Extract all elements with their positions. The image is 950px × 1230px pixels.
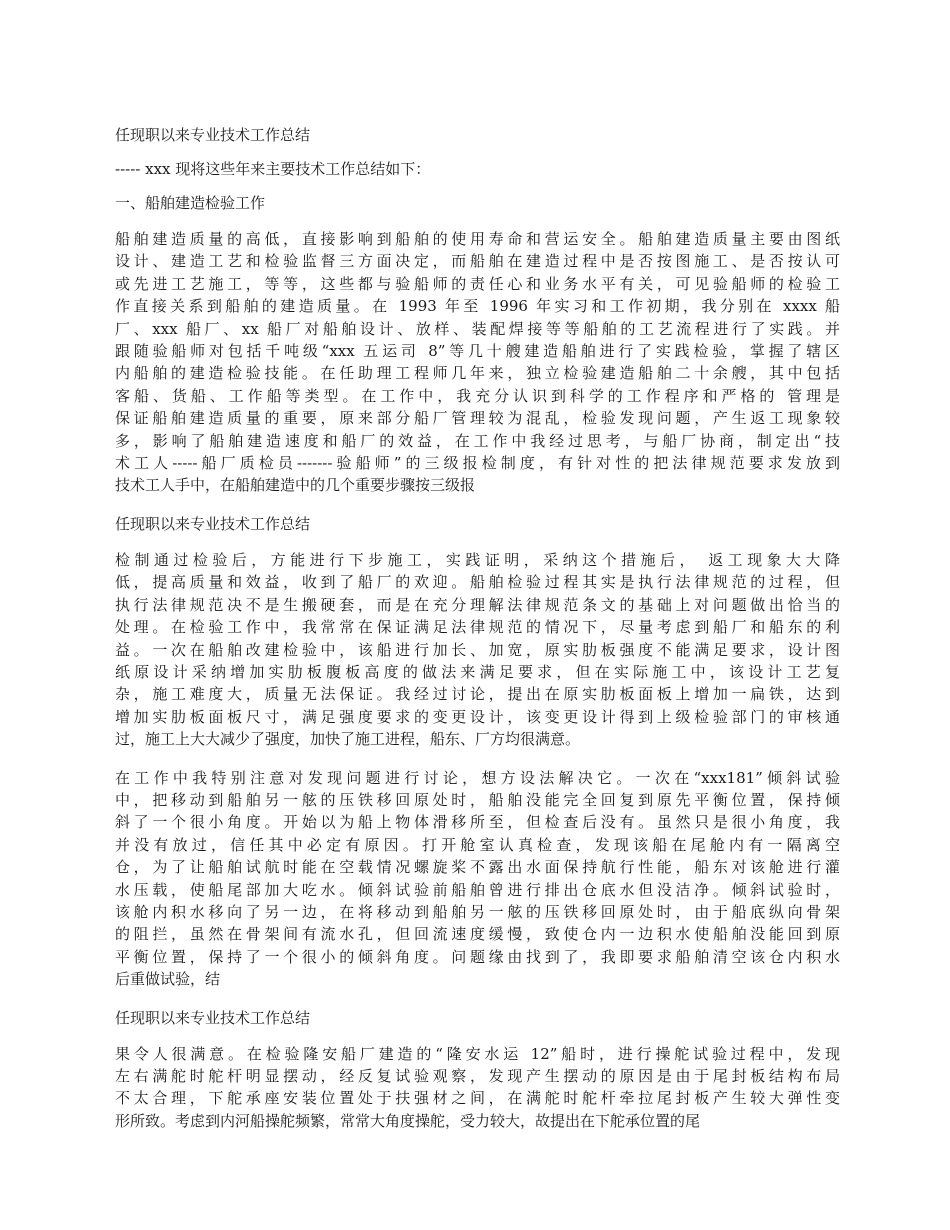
text-line: 内船舶的建造检验技能。在任助理工程师几年来，独立检验建造船舶二十余艘，其中包括 bbox=[115, 364, 840, 383]
text-line: 厂、xxx 船厂、xx 船厂对船舶设计、放样、装配焊接等等船舶的工艺流程进行了实践。并 bbox=[115, 319, 840, 338]
text-line: 水压载，使船尾部加大吃水。倾斜试验前船舶曾进行排出仓底水但没洁净。倾斜试验时， bbox=[115, 880, 840, 899]
paragraph-4 bbox=[115, 1043, 840, 1133]
text-line: 或先进工艺施工，等等，这些都与验船师的责任心和业务水平有关，可见验船师的检验工 bbox=[115, 274, 840, 293]
text-line: 术工人-----船厂质检员-------验船师”的三级报检制度，有针对性的把法律规范要求发放到 bbox=[115, 454, 840, 473]
text-line: 执行法律规范决不是生搬硬套，而是在充分理解法律规范条文的基础上对问题做出恰当的 bbox=[115, 595, 840, 614]
text-line: 不太合理，下舵承座安装位置处于扶强材之间，在满舵时舵杆牵拉尾封板产生较大弹性变 bbox=[115, 1089, 840, 1108]
text-line: 过，施工上大大减少了强度，加快了施工进程，船东、厂方均很满意。 bbox=[115, 730, 581, 749]
text-line: 平衡位置，保持了一个很小的倾斜角度。问题缘由找到了，我即要求船舶清空该仓内积水 bbox=[115, 947, 840, 966]
text-line: 多，影响了船舶建造速度和船厂的效益，在工作中我经过思考，与船厂协商，制定出“技 bbox=[115, 431, 840, 450]
text-line: 益。一次在船舶改建检验中，该船进行加长、加宽，原实肋板强度不能满足要求，设计图 bbox=[115, 640, 840, 659]
text-line: 纸原设计采纳增加实肋板腹板高度的做法来满足要求，但在实际施工中，该设计工艺复 bbox=[115, 662, 840, 681]
paragraph-1 bbox=[115, 228, 840, 497]
intro-line: ----- xxx 现将这些年来主要技术工作总结如下： bbox=[115, 160, 431, 178]
text-line: 作直接关系到船舶的建造质量。在 1993 年至 1996 年实习和工作初期，我分别在 xxxx 船 bbox=[115, 297, 840, 316]
text-line: 杂，施工难度大，质量无法保证。我经过讨论，提出在原实肋板面板上增加一扁铁，达到 bbox=[115, 685, 840, 704]
text-line: 左右满舵时舵杆明显摆动，经反复试验观察，发现产生摆动的原因是由于尾封板结构布局 bbox=[115, 1067, 840, 1085]
text-line: 保证船舶建造质量的重要，原来部分船厂管理较为混乱，检验发现问题，产生返工现象较 bbox=[115, 409, 840, 428]
text-line: 技术工人手中，在船舶建造中的几个重要步骤按三级报 bbox=[115, 476, 476, 495]
paragraph-2 bbox=[115, 549, 840, 751]
text-line: 客船、货船、工作船等类型。在工作中，我充分认识到科学的工作程序和严格的 管理是 bbox=[115, 386, 840, 405]
text-line: 处理。在检验工作中，我常常在保证满足法律规范的情况下，尽量考虑到船厂和船东的利 bbox=[115, 618, 840, 637]
text-line: 船舶建造质量的高低，直接影响到船舶的使用寿命和营运安全。船舶建造质量主要由图纸 bbox=[115, 230, 840, 248]
document-page bbox=[115, 124, 840, 1148]
text-line: 跟随验船师对包括千吨级“xxx 五运司 8”等几十艘建造船舶进行了实践检验，掌握了辖区 bbox=[115, 342, 840, 361]
text-line: 低，提高质量和效益，收到了船厂的欢迎。船舶检验过程其实是执行法律规范的过程，但 bbox=[115, 573, 840, 592]
document-title: 任现职以来专业技术工作总结 bbox=[115, 126, 311, 144]
paragraph-3 bbox=[115, 767, 840, 991]
text-line: 增加实肋板面板尺寸，满足强度要求的变更设计，该变更设计得到上级检验部门的审核通 bbox=[115, 707, 840, 726]
text-line: 设计、建造工艺和检验监督三方面决定，而船舶在建造过程中是否按图施工、是否按认可 bbox=[115, 252, 840, 271]
repeated-title-1: 任现职以来专业技术工作总结 bbox=[115, 514, 311, 533]
text-line: 在工作中我特别注意对发现问题进行讨论，想方设法解决它。一次在“xxx181”倾斜试验 bbox=[115, 768, 840, 787]
text-line: 果令人很满意。在检验隆安船厂建造的“隆安水运 12”船时，进行操舵试验过程中，发现 bbox=[115, 1044, 840, 1063]
text-line: 该舱内积水移向了另一边，在将移动到船舶另一舷的压铁移回原处时，由于船底纵向骨架 bbox=[115, 902, 840, 921]
text-line: 形所致。考虑到内河船操舵频繁，常常大角度操舵，受力较大，故提出在下舵承位置的尾 bbox=[115, 1111, 701, 1130]
text-line: 仓，为了让船舶试航时能在空载情况螺旋桨不露出水面保持航行性能，船东对该舱进行灌 bbox=[115, 858, 840, 877]
repeated-title-2: 任现职以来专业技术工作总结 bbox=[115, 1008, 311, 1027]
text-line: 后重做试验，结 bbox=[115, 970, 221, 989]
text-line: 检制通过检验后，方能进行下步施工，实践证明，采纳这个措施后， 返工现象大大降 bbox=[115, 550, 840, 569]
text-line: 斜了一个很小角度。开始以为船上物体滑移所至，但检查后没有。虽然只是很小角度，我 bbox=[115, 813, 840, 832]
text-line: 中，把移动到船舶另一舷的压铁移回原处时，船舶没能完全回复到原先平衡位置，保持倾 bbox=[115, 790, 840, 809]
text-line: 的阻拦，虽然在骨架间有流水孔，但回流速度缓慢，致使仓内一边积水使船舶没能回到原 bbox=[115, 925, 840, 944]
section-heading: 一、船舶建造检验工作 bbox=[115, 194, 266, 212]
text-line: 并没有放过，信任其中必定有原因。打开舱室认真检查，发现该船在尾舱内有一隔离空 bbox=[115, 835, 840, 854]
